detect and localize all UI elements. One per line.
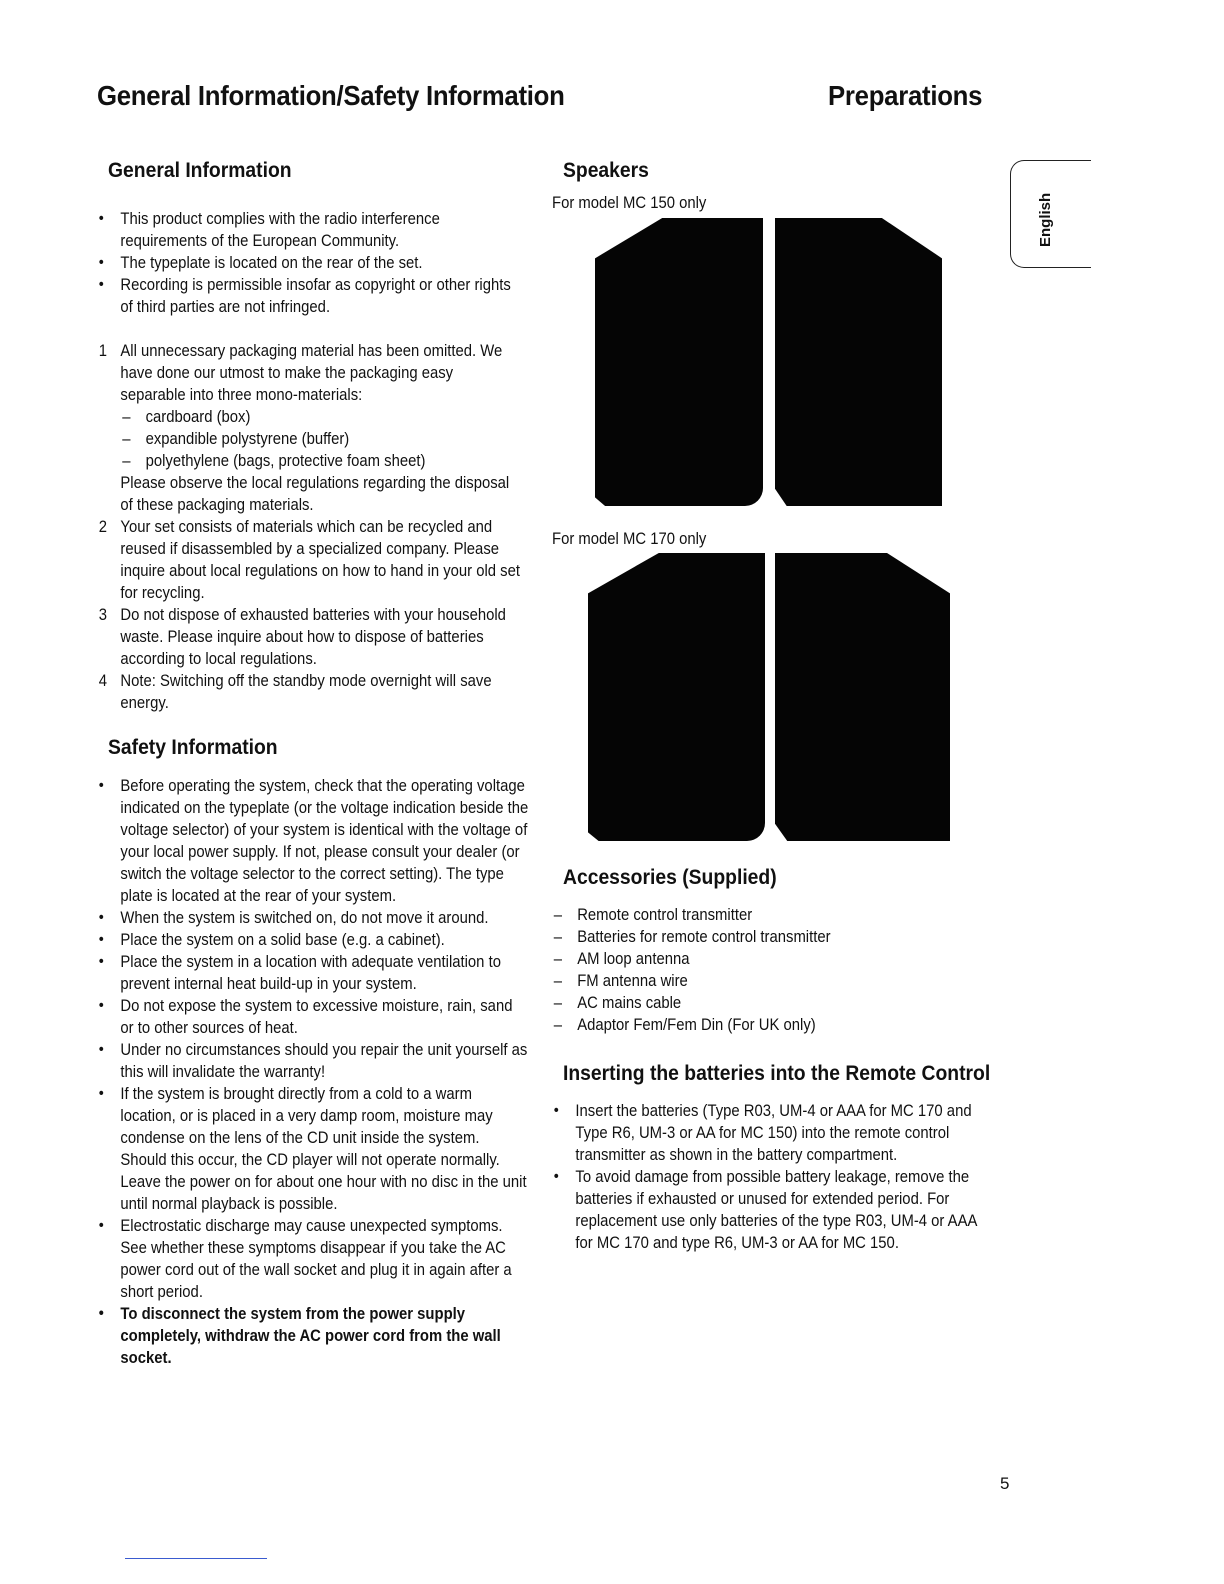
general-information-body bbox=[97, 208, 520, 714]
accessories-heading: Accessories (Supplied) bbox=[563, 866, 777, 889]
safety-bullets bbox=[97, 775, 529, 1369]
general-numbered-list bbox=[97, 340, 520, 714]
item-text: Do not dispose of exhausted batteries with your household waste. Please inquire about how to dispose of batteries according to local regulations. bbox=[120, 606, 506, 668]
list-item bbox=[97, 340, 520, 516]
list-item: • When the system is switched on, do not move it around. bbox=[97, 907, 529, 929]
list-item: • Place the system on a solid base (e.g. a cabinet). bbox=[97, 929, 529, 951]
list-item: • Under no circumstances should you repair the unit yourself as this will invalidate the warranty! bbox=[97, 1039, 529, 1083]
item-text: All unnecessary packaging material has been omitted. We have done our utmost to make the packaging easy separable into three mono-materials: bbox=[120, 342, 503, 404]
sub-item: – cardboard (box) bbox=[120, 406, 520, 428]
list-item: • To avoid damage from possible battery leakage, remove the batteries if exhausted or unused for extended period. For replacement use only batteries of the type R03, UM-4 or AAA for MC 170 and type R6, UM-3 or AA for MC 150. bbox=[552, 1166, 977, 1254]
language-tab bbox=[1010, 160, 1091, 268]
list-item: • Before operating the system, check that the operating voltage indicated on the typeplate (or the voltage indication beside the voltage selector) of your system is identical with the voltage of your local power supply. If not, please consult your dealer (or switch the voltage selector to the correct setting). The type plate is located at the rear of your system. bbox=[97, 775, 529, 907]
sub-item: – polyethylene (bags, protective foam sheet) bbox=[120, 450, 520, 472]
list-item: • Place the system in a location with adequate ventilation to prevent internal heat build-up in your system. bbox=[97, 951, 529, 995]
batteries-heading: Inserting the batteries into the Remote Control bbox=[563, 1062, 991, 1085]
list-item: – AC mains cable bbox=[552, 992, 930, 1014]
list-item-warning: • To disconnect the system from the power supply completely, withdraw the AC power cord from the wall socket. bbox=[97, 1303, 529, 1369]
speaker-mc170-left bbox=[588, 553, 765, 841]
page-number: 5 bbox=[1000, 1474, 1010, 1493]
list-item bbox=[97, 516, 520, 604]
list-item bbox=[97, 670, 520, 714]
list-item: – Batteries for remote control transmitter bbox=[552, 926, 930, 948]
item-text: Note: Switching off the standby mode overnight will save energy. bbox=[120, 672, 492, 712]
list-item: – Adaptor Fem/Fem Din (For UK only) bbox=[552, 1014, 930, 1036]
item-text-after: Please observe the local regulations regarding the disposal of these packaging materials. bbox=[120, 474, 510, 514]
safety-information-body bbox=[97, 775, 529, 1369]
list-item: – AM loop antenna bbox=[552, 948, 930, 970]
general-bullets bbox=[97, 208, 520, 318]
speakers-model-mc150: For model MC 150 only bbox=[552, 194, 707, 212]
speakers-model-mc170: For model MC 170 only bbox=[552, 530, 707, 548]
language-tab-label: English bbox=[1037, 192, 1054, 247]
general-information-heading: General Information bbox=[108, 159, 292, 182]
list-item: – Remote control transmitter bbox=[552, 904, 930, 926]
list-item: • Do not expose the system to excessive moisture, rain, sand or to other sources of heat. bbox=[97, 995, 529, 1039]
safety-information-heading: Safety Information bbox=[108, 736, 278, 759]
batteries-list bbox=[552, 1100, 977, 1254]
footer-rule bbox=[125, 1558, 267, 1559]
list-item: • The typeplate is located on the rear of the set. bbox=[97, 252, 520, 274]
list-item: • Recording is permissible insofar as copyright or other rights of third parties are not infringed. bbox=[97, 274, 520, 318]
speaker-mc150-right bbox=[775, 218, 942, 506]
list-item: • This product complies with the radio interference requirements of the European Community. bbox=[97, 208, 520, 252]
speakers-heading: Speakers bbox=[563, 159, 649, 182]
list-item: – FM antenna wire bbox=[552, 970, 930, 992]
accessories-list bbox=[552, 904, 930, 1036]
item-number: 1 bbox=[98, 342, 108, 360]
list-item bbox=[97, 604, 520, 670]
sub-item: – expandible polystyrene (buffer) bbox=[120, 428, 520, 450]
item-text: Your set consists of materials which can be recycled and reused if disassembled by a specialized company. Please inquire about local regulations on how to hand in your old set for recycling. bbox=[120, 518, 520, 602]
list-item: • If the system is brought directly from a cold to a warm location, or is placed in a very damp room, moisture may condense on the lens of the CD unit inside the system. Should this occur, the CD player will not operate normally. Leave the power on for about one hour with no disc in the unit until normal playback is possible. bbox=[97, 1083, 529, 1215]
page-title: General Information/Safety Information bbox=[97, 80, 565, 111]
speaker-mc170-right bbox=[775, 553, 950, 841]
item-number: 3 bbox=[98, 606, 108, 624]
section-title-preparations: Preparations bbox=[828, 80, 983, 111]
speaker-mc150-left bbox=[595, 218, 763, 506]
item-number: 2 bbox=[98, 518, 108, 536]
list-item: • Electrostatic discharge may cause unexpected symptoms. See whether these symptoms disappear if you take the AC power cord out of the wall socket and plug it in again after a short period. bbox=[97, 1215, 529, 1303]
item-number: 4 bbox=[98, 672, 108, 690]
list-item: • Insert the batteries (Type R03, UM-4 or AAA for MC 170 and Type R6, UM-3 or AA for MC 150) into the remote control transmitter as shown in the battery compartment. bbox=[552, 1100, 977, 1166]
